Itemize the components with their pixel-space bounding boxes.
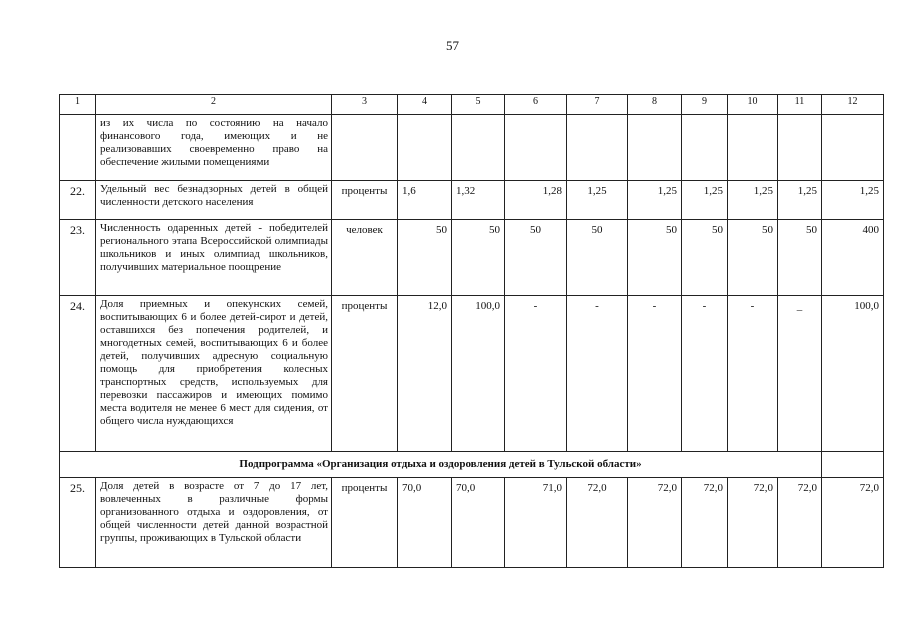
value-cell: 50 <box>682 220 728 296</box>
row-number: 24. <box>60 296 96 452</box>
header-cell: 12 <box>822 95 884 115</box>
unit-cell: проценты <box>332 296 398 452</box>
value-cell: 71,0 <box>505 478 567 568</box>
header-cell: 6 <box>505 95 567 115</box>
value-cell: 1,25 <box>822 181 884 220</box>
value-cell: 1,25 <box>778 181 822 220</box>
unit-cell: человек <box>332 220 398 296</box>
header-cell: 1 <box>60 95 96 115</box>
value-cell: 400 <box>822 220 884 296</box>
value-cell: 12,0 <box>398 296 452 452</box>
header-cell: 9 <box>682 95 728 115</box>
header-cell: 10 <box>728 95 778 115</box>
row-number: 23. <box>60 220 96 296</box>
value-cell: 100,0 <box>452 296 505 452</box>
header-cell: 11 <box>778 95 822 115</box>
value-cell: 50 <box>505 220 567 296</box>
table-row-24 <box>60 296 884 452</box>
indicator-description: Удельный вес безнадзорных детей в общей численности детского населения <box>96 181 332 220</box>
header-cell: 5 <box>452 95 505 115</box>
value-cell: 1,25 <box>628 181 682 220</box>
value-cell: 1,25 <box>567 181 628 220</box>
value-cell: 72,0 <box>778 478 822 568</box>
value-cell: 100,0 <box>822 296 884 452</box>
table-row-continuation <box>60 115 884 181</box>
value-cell: - <box>728 296 778 452</box>
value-cell: 1,32 <box>452 181 505 220</box>
value-cell: 50 <box>398 220 452 296</box>
row-number: 25. <box>60 478 96 568</box>
value-cell: 1,25 <box>682 181 728 220</box>
value-cell: - <box>505 296 567 452</box>
value-cell: 72,0 <box>728 478 778 568</box>
value-cell: - <box>628 296 682 452</box>
value-cell: 72,0 <box>628 478 682 568</box>
value-cell: 50 <box>628 220 682 296</box>
table-row-23 <box>60 220 884 296</box>
unit-cell: проценты <box>332 181 398 220</box>
header-cell: 3 <box>332 95 398 115</box>
value-cell: 1,28 <box>505 181 567 220</box>
value-cell: 70,0 <box>398 478 452 568</box>
indicator-description: из их числа по состоянию на начало финансового года, имеющих и не реализовавших своевременно право на обеспечение жилыми помещениями <box>96 115 332 181</box>
table-row-22 <box>60 181 884 220</box>
value-cell: 1,6 <box>398 181 452 220</box>
value-cell: 50 <box>778 220 822 296</box>
header-cell: 7 <box>567 95 628 115</box>
value-cell: 72,0 <box>822 478 884 568</box>
value-cell: 72,0 <box>682 478 728 568</box>
value-cell: _ <box>778 296 822 452</box>
value-cell: 50 <box>452 220 505 296</box>
table-row-25 <box>60 478 884 568</box>
value-cell: 50 <box>728 220 778 296</box>
header-cell: 4 <box>398 95 452 115</box>
value-cell: - <box>567 296 628 452</box>
value-cell: 70,0 <box>452 478 505 568</box>
header-cell: 8 <box>628 95 682 115</box>
value-cell: - <box>682 296 728 452</box>
indicator-description: Доля детей в возрасте от 7 до 17 лет, вовлеченных в различные формы организованного отдыха и оздоровления, от общей численности детей данной возрастной группы, проживающих в Тульской области <box>96 478 332 568</box>
indicators-table <box>59 94 884 568</box>
value-cell: 50 <box>567 220 628 296</box>
subprogram-title: Подпрограмма «Организация отдыха и оздоровления детей в Тульской области» <box>60 452 822 478</box>
indicator-description: Доля приемных и опекунских семей, воспитывающих 6 и более детей-сирот и детей, оставшихся без попечения родителей, и многодетных семей, воспитывающих 6 и более детей, получивших адресную социальную помощь для приобретения колесных транспортных средств, используемых для перевозки пассажиров и имеющих помимо места водителя не менее 6 мест для сидения, от общего числа нуждающихся <box>96 296 332 452</box>
indicator-description: Численность одаренных детей - победителей регионального этапа Всероссийской олимпиады школьников и иных олимпиад школьников, получивших материальное поощрение <box>96 220 332 296</box>
row-number: 22. <box>60 181 96 220</box>
unit-cell: проценты <box>332 478 398 568</box>
value-cell: 1,25 <box>728 181 778 220</box>
header-cell: 2 <box>96 95 332 115</box>
page-number: 57 <box>446 38 459 53</box>
value-cell: 72,0 <box>567 478 628 568</box>
subprogram-row <box>60 452 884 478</box>
header-row <box>60 95 884 115</box>
